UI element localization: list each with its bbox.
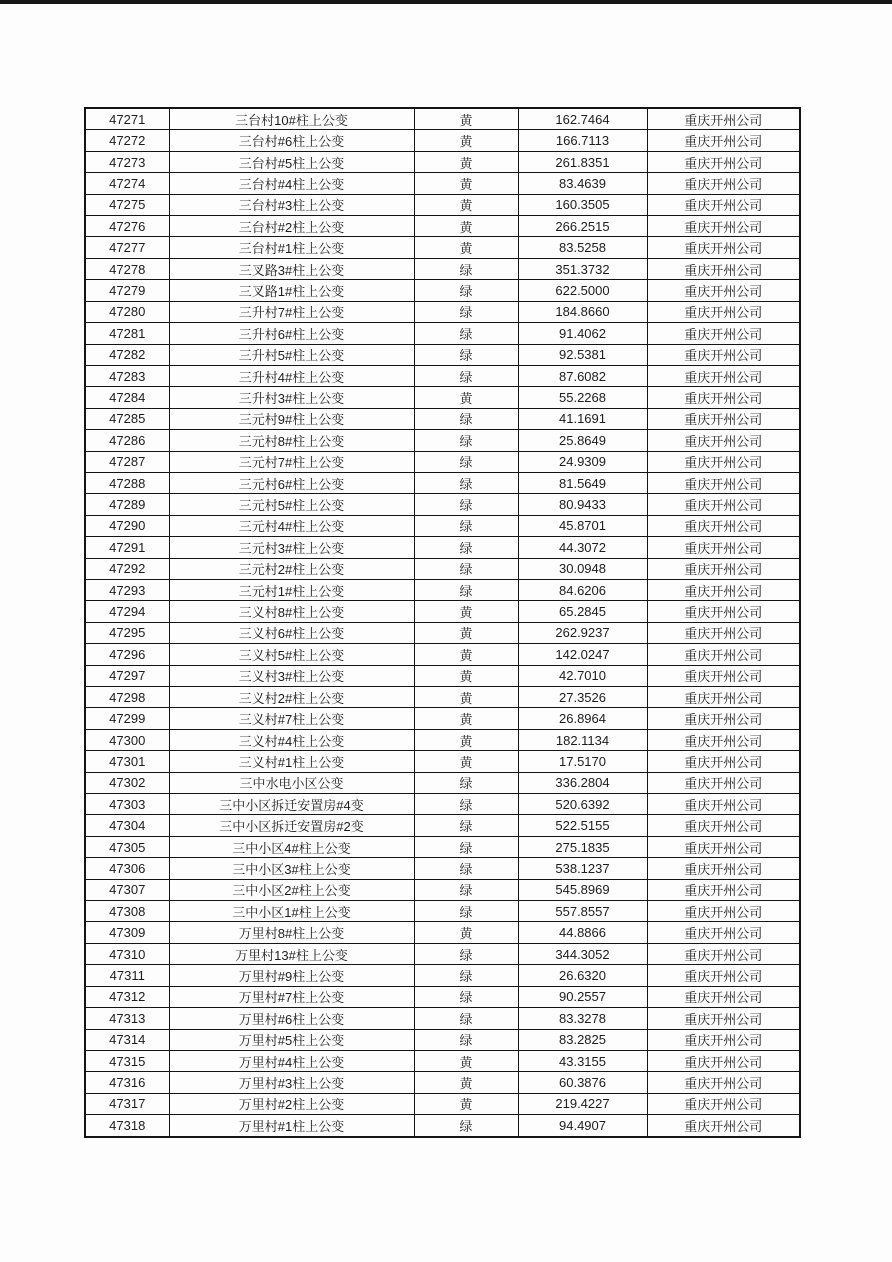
cell-value: 142.0247 [518, 644, 647, 665]
cell-status: 绿 [414, 430, 518, 451]
cell-status: 黄 [414, 108, 518, 130]
cell-company: 重庆开州公司 [647, 751, 800, 772]
cell-company: 重庆开州公司 [647, 130, 800, 151]
cell-company: 重庆开州公司 [647, 194, 800, 215]
cell-status: 绿 [414, 965, 518, 986]
cell-id: 47296 [85, 644, 169, 665]
table-row [85, 365, 800, 386]
table-row [85, 1115, 800, 1137]
table-row [85, 943, 800, 964]
cell-value: 90.2557 [518, 986, 647, 1007]
table-row [85, 537, 800, 558]
cell-company: 重庆开州公司 [647, 1029, 800, 1050]
cell-name: 三义村8#柱上公变 [169, 601, 414, 622]
cell-value: 41.1691 [518, 408, 647, 429]
cell-name: 三义村2#柱上公变 [169, 687, 414, 708]
table-row [85, 579, 800, 600]
cell-name: 三台村#1柱上公变 [169, 237, 414, 258]
cell-company: 重庆开州公司 [647, 344, 800, 365]
cell-value: 45.8701 [518, 515, 647, 536]
cell-id: 47303 [85, 794, 169, 815]
cell-status: 绿 [414, 537, 518, 558]
cell-name: 三元村9#柱上公变 [169, 408, 414, 429]
cell-name: 三中小区拆迁安置房#4变 [169, 794, 414, 815]
cell-id: 47308 [85, 901, 169, 922]
cell-id: 47284 [85, 387, 169, 408]
table-row [85, 644, 800, 665]
cell-name: 万里村#9柱上公变 [169, 965, 414, 986]
cell-status: 绿 [414, 1008, 518, 1029]
table-row [85, 151, 800, 172]
cell-id: 47295 [85, 622, 169, 643]
cell-status: 绿 [414, 579, 518, 600]
cell-id: 47272 [85, 130, 169, 151]
cell-status: 绿 [414, 323, 518, 344]
cell-status: 绿 [414, 986, 518, 1007]
cell-company: 重庆开州公司 [647, 151, 800, 172]
cell-id: 47302 [85, 772, 169, 793]
cell-value: 557.8557 [518, 901, 647, 922]
cell-value: 182.1134 [518, 729, 647, 750]
cell-company: 重庆开州公司 [647, 108, 800, 130]
cell-status: 绿 [414, 280, 518, 301]
cell-company: 重庆开州公司 [647, 836, 800, 857]
cell-id: 47313 [85, 1008, 169, 1029]
table-row [85, 1029, 800, 1050]
cell-company: 重庆开州公司 [647, 472, 800, 493]
cell-status: 黄 [414, 729, 518, 750]
cell-company: 重庆开州公司 [647, 216, 800, 237]
cell-value: 351.3732 [518, 258, 647, 279]
cell-id: 47286 [85, 430, 169, 451]
cell-company: 重庆开州公司 [647, 879, 800, 900]
cell-status: 黄 [414, 151, 518, 172]
cell-value: 26.8964 [518, 708, 647, 729]
cell-value: 344.3052 [518, 943, 647, 964]
table-row [85, 323, 800, 344]
table-row [85, 879, 800, 900]
cell-id: 47304 [85, 815, 169, 836]
cell-name: 三义村#4柱上公变 [169, 729, 414, 750]
cell-status: 黄 [414, 1072, 518, 1093]
cell-value: 262.9237 [518, 622, 647, 643]
cell-value: 160.3505 [518, 194, 647, 215]
cell-value: 162.7464 [518, 108, 647, 130]
table-row [85, 729, 800, 750]
cell-status: 黄 [414, 1093, 518, 1114]
cell-name: 三叉路1#柱上公变 [169, 280, 414, 301]
cell-name: 三元村1#柱上公变 [169, 579, 414, 600]
cell-company: 重庆开州公司 [647, 772, 800, 793]
cell-status: 绿 [414, 301, 518, 322]
cell-id: 47316 [85, 1072, 169, 1093]
table-row [85, 794, 800, 815]
cell-value: 83.3278 [518, 1008, 647, 1029]
cell-company: 重庆开州公司 [647, 858, 800, 879]
table-body [85, 108, 800, 1137]
table-row [85, 687, 800, 708]
cell-id: 47277 [85, 237, 169, 258]
cell-name: 三元村5#柱上公变 [169, 494, 414, 515]
cell-company: 重庆开州公司 [647, 408, 800, 429]
cell-id: 47291 [85, 537, 169, 558]
cell-company: 重庆开州公司 [647, 387, 800, 408]
cell-value: 83.5258 [518, 237, 647, 258]
cell-status: 绿 [414, 1115, 518, 1137]
cell-status: 绿 [414, 344, 518, 365]
cell-name: 万里村#6柱上公变 [169, 1008, 414, 1029]
cell-company: 重庆开州公司 [647, 1008, 800, 1029]
cell-id: 47301 [85, 751, 169, 772]
cell-value: 545.8969 [518, 879, 647, 900]
cell-value: 87.6082 [518, 365, 647, 386]
cell-id: 47306 [85, 858, 169, 879]
cell-status: 绿 [414, 258, 518, 279]
cell-id: 47271 [85, 108, 169, 130]
cell-id: 47307 [85, 879, 169, 900]
cell-value: 30.0948 [518, 558, 647, 579]
cell-value: 27.3526 [518, 687, 647, 708]
cell-value: 184.8660 [518, 301, 647, 322]
cell-name: 万里村#4柱上公变 [169, 1050, 414, 1071]
cell-company: 重庆开州公司 [647, 173, 800, 194]
cell-value: 42.7010 [518, 665, 647, 686]
cell-status: 绿 [414, 772, 518, 793]
cell-name: 三叉路3#柱上公变 [169, 258, 414, 279]
table-row [85, 1008, 800, 1029]
cell-value: 166.7113 [518, 130, 647, 151]
cell-name: 三义村#1柱上公变 [169, 751, 414, 772]
cell-status: 绿 [414, 558, 518, 579]
cell-name: 三中小区拆迁安置房#2变 [169, 815, 414, 836]
cell-company: 重庆开州公司 [647, 515, 800, 536]
cell-value: 622.5000 [518, 280, 647, 301]
cell-name: 三升村7#柱上公变 [169, 301, 414, 322]
cell-id: 47279 [85, 280, 169, 301]
cell-company: 重庆开州公司 [647, 494, 800, 515]
cell-id: 47283 [85, 365, 169, 386]
cell-value: 80.9433 [518, 494, 647, 515]
cell-company: 重庆开州公司 [647, 815, 800, 836]
cell-id: 47290 [85, 515, 169, 536]
cell-id: 47294 [85, 601, 169, 622]
cell-name: 万里村#7柱上公变 [169, 986, 414, 1007]
cell-status: 绿 [414, 515, 518, 536]
cell-id: 47288 [85, 472, 169, 493]
cell-id: 47278 [85, 258, 169, 279]
table-row [85, 622, 800, 643]
cell-id: 47310 [85, 943, 169, 964]
cell-id: 47285 [85, 408, 169, 429]
table-row [85, 216, 800, 237]
table-row [85, 965, 800, 986]
cell-status: 黄 [414, 130, 518, 151]
cell-name: 三元村2#柱上公变 [169, 558, 414, 579]
cell-id: 47281 [85, 323, 169, 344]
cell-status: 黄 [414, 644, 518, 665]
table-row [85, 301, 800, 322]
cell-id: 47273 [85, 151, 169, 172]
table-row [85, 558, 800, 579]
cell-status: 绿 [414, 858, 518, 879]
cell-company: 重庆开州公司 [647, 237, 800, 258]
cell-id: 47317 [85, 1093, 169, 1114]
cell-status: 绿 [414, 879, 518, 900]
cell-value: 520.6392 [518, 794, 647, 815]
cell-status: 绿 [414, 365, 518, 386]
cell-value: 336.2804 [518, 772, 647, 793]
cell-value: 91.4062 [518, 323, 647, 344]
cell-name: 三台村#5柱上公变 [169, 151, 414, 172]
table-row [85, 665, 800, 686]
cell-status: 绿 [414, 451, 518, 472]
cell-status: 黄 [414, 665, 518, 686]
cell-status: 绿 [414, 794, 518, 815]
table-row [85, 986, 800, 1007]
cell-company: 重庆开州公司 [647, 794, 800, 815]
cell-name: 三中小区1#柱上公变 [169, 901, 414, 922]
cell-id: 47299 [85, 708, 169, 729]
cell-value: 26.6320 [518, 965, 647, 986]
cell-company: 重庆开州公司 [647, 622, 800, 643]
cell-company: 重庆开州公司 [647, 922, 800, 943]
cell-value: 275.1835 [518, 836, 647, 857]
cell-company: 重庆开州公司 [647, 708, 800, 729]
cell-name: 三元村8#柱上公变 [169, 430, 414, 451]
cell-status: 绿 [414, 472, 518, 493]
cell-status: 黄 [414, 173, 518, 194]
cell-company: 重庆开州公司 [647, 301, 800, 322]
cell-company: 重庆开州公司 [647, 601, 800, 622]
cell-status: 黄 [414, 194, 518, 215]
cell-name: 三台村#3柱上公变 [169, 194, 414, 215]
table-row [85, 173, 800, 194]
cell-company: 重庆开州公司 [647, 430, 800, 451]
cell-id: 47315 [85, 1050, 169, 1071]
table-row [85, 772, 800, 793]
cell-value: 92.5381 [518, 344, 647, 365]
cell-value: 44.3072 [518, 537, 647, 558]
transformer-table [84, 107, 801, 1138]
table-row [85, 1050, 800, 1071]
cell-name: 万里村#1柱上公变 [169, 1115, 414, 1137]
cell-name: 万里村#2柱上公变 [169, 1093, 414, 1114]
cell-status: 黄 [414, 622, 518, 643]
cell-status: 绿 [414, 408, 518, 429]
cell-status: 绿 [414, 901, 518, 922]
cell-status: 黄 [414, 237, 518, 258]
cell-company: 重庆开州公司 [647, 280, 800, 301]
cell-status: 黄 [414, 922, 518, 943]
cell-value: 94.4907 [518, 1115, 647, 1137]
cell-name: 三台村#6柱上公变 [169, 130, 414, 151]
cell-company: 重庆开州公司 [647, 558, 800, 579]
cell-value: 522.5155 [518, 815, 647, 836]
cell-id: 47276 [85, 216, 169, 237]
cell-company: 重庆开州公司 [647, 986, 800, 1007]
cell-value: 25.8649 [518, 430, 647, 451]
cell-name: 三元村4#柱上公变 [169, 515, 414, 536]
cell-name: 三中水电小区公变 [169, 772, 414, 793]
table-row [85, 237, 800, 258]
cell-value: 81.5649 [518, 472, 647, 493]
table-row [85, 130, 800, 151]
transformer-table-container [84, 107, 799, 1138]
cell-name: 万里村13#柱上公变 [169, 943, 414, 964]
cell-id: 47287 [85, 451, 169, 472]
cell-name: 万里村8#柱上公变 [169, 922, 414, 943]
cell-id: 47274 [85, 173, 169, 194]
cell-status: 黄 [414, 687, 518, 708]
cell-name: 三中小区3#柱上公变 [169, 858, 414, 879]
table-row [85, 472, 800, 493]
cell-company: 重庆开州公司 [647, 537, 800, 558]
cell-id: 47289 [85, 494, 169, 515]
table-row [85, 451, 800, 472]
cell-id: 47300 [85, 729, 169, 750]
table-row [85, 408, 800, 429]
cell-status: 黄 [414, 216, 518, 237]
cell-id: 47312 [85, 986, 169, 1007]
table-row [85, 108, 800, 130]
cell-value: 261.8351 [518, 151, 647, 172]
table-row [85, 708, 800, 729]
cell-value: 24.9309 [518, 451, 647, 472]
cell-status: 黄 [414, 601, 518, 622]
cell-name: 三义村3#柱上公变 [169, 665, 414, 686]
cell-id: 47293 [85, 579, 169, 600]
cell-value: 65.2845 [518, 601, 647, 622]
cell-id: 47292 [85, 558, 169, 579]
table-row [85, 815, 800, 836]
cell-status: 黄 [414, 751, 518, 772]
table-row [85, 1072, 800, 1093]
table-row [85, 836, 800, 857]
table-row [85, 194, 800, 215]
cell-id: 47314 [85, 1029, 169, 1050]
cell-value: 17.5170 [518, 751, 647, 772]
cell-id: 47311 [85, 965, 169, 986]
cell-name: 三台村10#柱上公变 [169, 108, 414, 130]
table-row [85, 280, 800, 301]
cell-company: 重庆开州公司 [647, 365, 800, 386]
table-row [85, 515, 800, 536]
cell-value: 43.3155 [518, 1050, 647, 1071]
cell-company: 重庆开州公司 [647, 644, 800, 665]
cell-id: 47275 [85, 194, 169, 215]
table-row [85, 387, 800, 408]
cell-id: 47297 [85, 665, 169, 686]
cell-value: 83.2825 [518, 1029, 647, 1050]
cell-status: 绿 [414, 836, 518, 857]
cell-company: 重庆开州公司 [647, 323, 800, 344]
cell-id: 47298 [85, 687, 169, 708]
cell-name: 三元村6#柱上公变 [169, 472, 414, 493]
cell-value: 60.3876 [518, 1072, 647, 1093]
table-row [85, 258, 800, 279]
cell-value: 219.4227 [518, 1093, 647, 1114]
cell-company: 重庆开州公司 [647, 579, 800, 600]
cell-company: 重庆开州公司 [647, 729, 800, 750]
cell-status: 黄 [414, 1050, 518, 1071]
table-row [85, 751, 800, 772]
cell-company: 重庆开州公司 [647, 943, 800, 964]
table-row [85, 858, 800, 879]
cell-value: 84.6206 [518, 579, 647, 600]
cell-name: 三升村6#柱上公变 [169, 323, 414, 344]
table-row [85, 430, 800, 451]
cell-status: 绿 [414, 1029, 518, 1050]
cell-name: 三元村3#柱上公变 [169, 537, 414, 558]
cell-company: 重庆开州公司 [647, 258, 800, 279]
cell-name: 三升村3#柱上公变 [169, 387, 414, 408]
cell-name: 万里村#3柱上公变 [169, 1072, 414, 1093]
cell-company: 重庆开州公司 [647, 901, 800, 922]
cell-value: 538.1237 [518, 858, 647, 879]
cell-id: 47309 [85, 922, 169, 943]
cell-name: 三义村5#柱上公变 [169, 644, 414, 665]
cell-status: 黄 [414, 387, 518, 408]
cell-id: 47305 [85, 836, 169, 857]
cell-name: 三中小区2#柱上公变 [169, 879, 414, 900]
cell-company: 重庆开州公司 [647, 1072, 800, 1093]
cell-company: 重庆开州公司 [647, 687, 800, 708]
cell-id: 47282 [85, 344, 169, 365]
cell-name: 三升村4#柱上公变 [169, 365, 414, 386]
cell-status: 绿 [414, 815, 518, 836]
cell-company: 重庆开州公司 [647, 965, 800, 986]
cell-name: 三台村#4柱上公变 [169, 173, 414, 194]
table-row [85, 901, 800, 922]
cell-status: 黄 [414, 708, 518, 729]
cell-name: 三台村#2柱上公变 [169, 216, 414, 237]
cell-name: 万里村#5柱上公变 [169, 1029, 414, 1050]
cell-company: 重庆开州公司 [647, 451, 800, 472]
cell-name: 三中小区4#柱上公变 [169, 836, 414, 857]
cell-id: 47280 [85, 301, 169, 322]
cell-id: 47318 [85, 1115, 169, 1137]
cell-value: 44.8866 [518, 922, 647, 943]
cell-company: 重庆开州公司 [647, 1093, 800, 1114]
cell-value: 266.2515 [518, 216, 647, 237]
table-row [85, 1093, 800, 1114]
cell-company: 重庆开州公司 [647, 1115, 800, 1137]
cell-company: 重庆开州公司 [647, 1050, 800, 1071]
cell-value: 55.2268 [518, 387, 647, 408]
table-row [85, 922, 800, 943]
cell-status: 绿 [414, 943, 518, 964]
cell-status: 绿 [414, 494, 518, 515]
table-row [85, 494, 800, 515]
cell-value: 83.4639 [518, 173, 647, 194]
table-row [85, 344, 800, 365]
cell-name: 三义村#7柱上公变 [169, 708, 414, 729]
cell-name: 三义村6#柱上公变 [169, 622, 414, 643]
top-edge-bar [0, 0, 892, 4]
cell-name: 三元村7#柱上公变 [169, 451, 414, 472]
cell-company: 重庆开州公司 [647, 665, 800, 686]
table-row [85, 601, 800, 622]
cell-name: 三升村5#柱上公变 [169, 344, 414, 365]
